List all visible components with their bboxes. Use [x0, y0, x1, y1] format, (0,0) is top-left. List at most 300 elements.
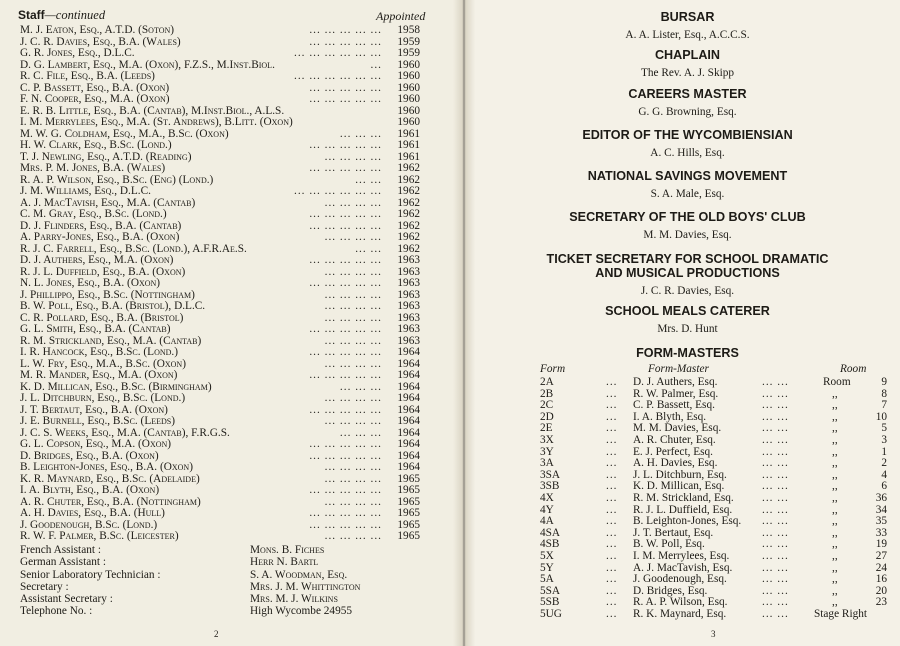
appointed-year: 1963 — [397, 300, 420, 312]
office-section — [475, 87, 900, 119]
form-row — [475, 574, 900, 586]
appointed-year: 1960 — [397, 81, 420, 94]
office-section — [475, 169, 900, 201]
assistant-name: High Wycombe 24955 — [250, 605, 353, 618]
room-number: 16 — [875, 573, 887, 586]
room-number: 33 — [875, 526, 887, 539]
leader-dots: ... ... — [762, 596, 789, 609]
staff-name: B. Leighton-Jones, Esq., B.A. (Oxon) — [20, 461, 193, 473]
leader-dots: ... ... — [762, 410, 789, 423]
room-number: 1 — [881, 445, 887, 458]
form-row — [475, 609, 900, 621]
leader-dots: ... — [370, 58, 382, 71]
appointed-year: 1965 — [397, 495, 420, 508]
office-section — [475, 304, 900, 336]
room-number: 34 — [875, 503, 887, 516]
appointed-year: 1964 — [397, 403, 420, 416]
form-code: 3SA — [540, 468, 561, 481]
leader-dots: ... ... ... ... — [324, 196, 382, 209]
assistant-name: S. A. Woodman, Esq. — [250, 568, 348, 581]
appointed-year: 1962 — [397, 219, 420, 232]
room-number: 4 — [881, 468, 887, 481]
appointed-year: 1964 — [397, 449, 420, 462]
assistant-role: French Assistant : — [20, 544, 101, 556]
staff-row — [20, 140, 420, 152]
leader-dots: ... — [606, 480, 618, 493]
room-label: ,, — [832, 526, 838, 539]
form-master-name: J. L. Ditchburn, Esq. — [633, 468, 727, 481]
leader-dots: ... ... ... ... ... — [309, 518, 382, 531]
staff-name: J. Phillippo, Esq., B.Sc. (Nottingham) — [20, 288, 195, 301]
assistant-row — [20, 544, 440, 556]
section-title: SCHOOL MEALS CATERER — [605, 304, 770, 318]
room-label: ,, — [832, 433, 838, 446]
leader-dots: ... ... — [762, 468, 789, 481]
leader-dots: ... ... ... ... ... ... — [294, 47, 382, 59]
leader-dots: ... — [606, 491, 618, 504]
section-holder: G. G. Browning, Esq. — [638, 106, 737, 118]
appointed-year: 1959 — [397, 47, 420, 59]
staff-name: G. L. Smith, Esq., B.A. (Cantab) — [20, 323, 171, 335]
leader-dots: ... ... ... ... ... — [309, 208, 382, 220]
staff-header-suffix: —continued — [44, 8, 106, 22]
room-number: 3 — [881, 433, 887, 446]
leader-dots: ... — [606, 433, 618, 446]
staff-name: I. A. Blyth, Esq., B.A. (Oxon) — [20, 484, 160, 496]
form-row — [475, 435, 900, 447]
leader-dots: ... ... ... ... ... — [309, 24, 382, 36]
form-code: 4A — [540, 515, 554, 528]
form-code: 2C — [540, 399, 554, 412]
form-master-name: R. A. P. Wilson, Esq. — [633, 596, 728, 609]
form-code: 2E — [540, 422, 553, 435]
form-masters-title: FORM-MASTERS — [636, 346, 739, 360]
leader-dots: ... ... ... ... — [324, 357, 382, 370]
staff-name: A. J. MacTavish, Esq., M.A. (Cantab) — [20, 196, 196, 209]
leader-dots: ... — [606, 549, 618, 562]
form-master-name: K. D. Millican, Esq. — [633, 480, 725, 493]
staff-name: I. R. Hancock, Esq., B.Sc. (Lond.) — [20, 346, 178, 358]
staff-row — [20, 462, 420, 474]
leader-dots: ... ... ... — [339, 127, 382, 140]
assistant-row — [20, 593, 440, 605]
leader-dots: ... ... ... ... — [324, 334, 382, 347]
leader-dots: ... ... — [762, 445, 789, 458]
staff-name: M. W. G. Coldham, Esq., M.A., B.Sc. (Oxon) — [20, 127, 229, 140]
form-code: 5X — [540, 549, 554, 562]
form-masters-section — [475, 346, 900, 360]
appointed-year: 1965 — [397, 472, 420, 485]
assistant-name: Mons. B. Fiches — [250, 544, 325, 556]
leader-dots: ... ... — [762, 433, 789, 446]
appointed-year: 1962 — [397, 196, 420, 209]
leader-dots: ... — [606, 387, 618, 400]
appointed-year: 1958 — [397, 24, 420, 36]
room-label: ,, — [832, 573, 838, 586]
staff-row — [20, 186, 420, 198]
page-number-left: 2 — [214, 629, 219, 639]
section-title: NATIONAL SAVINGS MOVEMENT — [587, 169, 788, 183]
leader-dots: ... ... — [762, 480, 789, 493]
form-master-name: J. T. Bertaut, Esq. — [633, 526, 714, 539]
room-label: ,, — [832, 445, 838, 458]
leader-dots: ... ... ... ... ... — [309, 139, 382, 151]
appointed-year: 1964 — [397, 346, 420, 358]
staff-row — [20, 209, 420, 221]
staff-row — [20, 416, 420, 428]
staff-row — [20, 255, 420, 267]
staff-row — [20, 48, 420, 60]
leader-dots: ... ... — [762, 387, 789, 400]
staff-name: Mrs. P. M. Jones, B.A. (Wales) — [20, 162, 166, 174]
appointed-year: 1963 — [397, 323, 420, 335]
assistant-row — [20, 605, 440, 617]
section-title: TICKET SECRETARY FOR SCHOOL DRAMATIC AND MUSICAL PRODUCTIONS — [546, 252, 829, 280]
form-code: 5UG — [540, 607, 562, 620]
form-master-name: D. Bridges, Esq. — [633, 584, 708, 597]
appointed-year: 1961 — [397, 139, 420, 151]
appointed-year: 1960 — [397, 116, 420, 128]
assistant-role: Secretary : — [20, 580, 69, 593]
appointed-year: 1965 — [397, 518, 420, 531]
room-number: 2 — [881, 457, 887, 470]
leader-dots: ... ... ... ... — [324, 461, 382, 473]
leader-dots: ... — [606, 561, 618, 574]
staff-name: A. H. Davies, Esq., B.A. (Hull) — [20, 507, 165, 519]
form-code: 5A — [540, 573, 554, 586]
office-section — [475, 48, 900, 80]
appointed-year: 1965 — [397, 507, 420, 519]
staff-name: C. R. Pollard, Esq., B.A. (Bristol) — [20, 311, 184, 324]
office-section — [475, 252, 900, 298]
col-room-header: Room — [840, 363, 867, 375]
leader-dots: ... — [606, 515, 618, 528]
room-label: ,, — [832, 480, 838, 493]
section-holder: S. A. Male, Esq. — [650, 188, 725, 200]
staff-row — [20, 439, 420, 451]
appointed-year: 1960 — [397, 93, 420, 105]
leader-dots: ... ... ... ... — [324, 288, 382, 301]
form-code: 2D — [540, 410, 554, 423]
office-section — [475, 10, 900, 42]
appointed-year: 1962 — [397, 162, 420, 174]
form-code: 4X — [540, 491, 554, 504]
leader-dots: ... ... ... ... ... — [309, 162, 382, 174]
staff-row — [20, 25, 420, 37]
form-masters-table — [475, 377, 900, 620]
leader-dots: ... ... ... ... ... ... — [294, 70, 382, 82]
staff-row — [20, 301, 420, 313]
room-label: ,, — [832, 549, 838, 562]
leader-dots: ... ... ... ... ... — [309, 323, 382, 335]
room-label: ,, — [832, 468, 838, 481]
appointed-year: 1961 — [397, 127, 420, 140]
staff-name: D. J. Authers, Esq., M.A. (Oxon) — [20, 254, 174, 266]
assistant-row — [20, 581, 440, 593]
assistant-name: Herr N. Bartl — [250, 556, 319, 569]
leader-dots: ... ... — [355, 242, 382, 255]
section-holder: M. M. Davies, Esq. — [643, 229, 732, 241]
leader-dots: ... ... ... ... — [324, 415, 382, 427]
form-row — [475, 551, 900, 563]
leader-dots: ... ... — [762, 584, 789, 597]
form-code: 5SB — [540, 596, 560, 609]
room-label: ,, — [832, 596, 838, 609]
room-number: 36 — [875, 491, 887, 504]
room-label: ,, — [832, 491, 838, 504]
form-code: 5SA — [540, 584, 561, 597]
staff-name: J. L. Ditchburn, Esq., B.Sc. (Lond.) — [20, 392, 186, 404]
appointed-year: 1960 — [397, 58, 420, 71]
appointed-year: 1964 — [397, 392, 420, 404]
room-label: ,, — [832, 538, 838, 551]
form-master-name: J. Goodenough, Esq. — [633, 573, 727, 586]
room-label: ,, — [832, 561, 838, 574]
form-master-name: D. J. Authers, Esq. — [633, 376, 718, 388]
appointed-year: 1964 — [397, 369, 420, 381]
appointed-year: 1963 — [397, 288, 420, 301]
staff-name: K. D. Millican, Esq., B.Sc. (Birmingham) — [20, 380, 212, 393]
staff-header — [18, 8, 105, 23]
appointed-year: 1963 — [397, 265, 420, 278]
appointed-year: 1959 — [397, 35, 420, 48]
assistant-name: Mrs. M. J. Wilkins — [250, 593, 338, 606]
leader-dots: ... — [606, 422, 618, 435]
staff-row — [20, 393, 420, 405]
leader-dots: ... ... ... ... ... — [309, 81, 382, 94]
staff-row — [20, 370, 420, 382]
staff-name: R. C. File, Esq., B.A. (Leeds) — [20, 70, 155, 82]
form-master-name: I. A. Blyth, Esq. — [633, 410, 707, 423]
staff-name: D. Bridges, Esq., B.A. (Oxon) — [20, 449, 159, 462]
room-number: 35 — [875, 515, 887, 528]
leader-dots: ... ... ... ... ... — [309, 507, 382, 519]
leader-dots: ... ... — [762, 573, 789, 586]
leader-dots: ... ... — [762, 515, 789, 528]
leader-dots: ... — [606, 445, 618, 458]
appointed-year: 1960 — [397, 104, 420, 117]
staff-name: F. N. Cooper, Esq., M.A. (Oxon) — [20, 93, 170, 105]
staff-name: D. G. Lambert, Esq., M.A. (Oxon), F.Z.S., M.Inst.Biol. — [20, 58, 275, 71]
staff-name: R. A. P. Wilson, Esq., B.Sc. (Eng) (Lond.) — [20, 173, 214, 186]
room-number: 24 — [875, 561, 887, 574]
form-master-name: E. J. Perfect, Esq. — [633, 445, 713, 458]
leader-dots: ... — [606, 468, 618, 481]
staff-row — [20, 278, 420, 290]
room-label: ,, — [832, 422, 838, 435]
leader-dots: ... ... ... ... ... — [309, 403, 382, 416]
staff-row — [20, 117, 420, 129]
form-master-name: R. J. L. Duffield, Esq. — [633, 503, 733, 516]
staff-row — [20, 485, 420, 497]
room-number: 19 — [875, 538, 887, 551]
col-form-header: Form — [540, 363, 566, 375]
form-code: 2A — [540, 376, 554, 388]
assistant-row — [20, 569, 440, 581]
staff-row — [20, 94, 420, 106]
room-number: 27 — [875, 549, 887, 562]
staff-name: C. P. Bassett, Esq., B.A. (Oxon) — [20, 81, 170, 94]
leader-dots: ... ... ... ... — [324, 495, 382, 508]
appointed-year: 1961 — [397, 150, 420, 163]
staff-name: J. T. Bertaut, Esq., B.A. (Oxon) — [20, 403, 168, 416]
leader-dots: ... — [606, 596, 618, 609]
assistant-name: Mrs. J. M. Whittington — [250, 580, 361, 593]
appointed-year: 1964 — [397, 438, 420, 450]
staff-row — [20, 71, 420, 83]
form-row — [475, 377, 900, 389]
form-master-name: I. M. Merrylees, Esq. — [633, 549, 730, 562]
leader-dots: ... — [606, 457, 618, 470]
staff-name: G. R. Jones, Esq., D.L.C. — [20, 47, 135, 59]
form-master-name: B. W. Poll, Esq. — [633, 538, 705, 551]
staff-name: J. Goodenough, B.Sc. (Lond.) — [20, 518, 158, 531]
section-title: EDITOR OF THE WYCOMBIENSIAN — [582, 128, 793, 142]
staff-row — [20, 324, 420, 336]
section-holder: A. A. Lister, Esq., A.C.C.S. — [625, 29, 750, 41]
leader-dots: ... ... ... ... ... — [309, 346, 382, 358]
form-code: 3A — [540, 457, 554, 470]
leader-dots: ... — [606, 526, 618, 539]
form-code: 5Y — [540, 561, 554, 574]
section-holder: A. C. Hills, Esq. — [650, 147, 725, 159]
room-label: Room — [823, 376, 851, 388]
leader-dots: ... ... ... ... — [324, 472, 382, 485]
staff-name: R. J. C. Farrell, Esq., B.Sc. (Lond.), A.F.R.Ae.S. — [20, 242, 247, 255]
form-row — [475, 493, 900, 505]
staff-name: L. W. Fry, Esq., M.A., B.Sc. (Oxon) — [20, 357, 186, 370]
form-code: 3SB — [540, 480, 560, 493]
form-code: 2B — [540, 387, 554, 400]
leader-dots: ... — [606, 584, 618, 597]
staff-name: T. J. Newling, Esq., A.T.D. (Reading) — [20, 150, 192, 163]
leader-dots: ... ... ... ... ... — [309, 369, 382, 381]
form-master-name: C. P. Bassett, Esq. — [633, 399, 715, 412]
leader-dots: ... ... ... ... — [324, 530, 382, 542]
leader-dots: ... ... ... ... — [324, 392, 382, 404]
room-number: 9 — [881, 376, 887, 388]
staff-row — [20, 508, 420, 520]
staff-row — [20, 232, 420, 244]
assistant-role: Senior Laboratory Technician : — [20, 568, 161, 581]
leader-dots: ... ... — [762, 422, 789, 435]
staff-name: J. C. S. Weeks, Esq., M.A. (Cantab), F.R.G.S. — [20, 426, 230, 439]
section-holder: The Rev. A. J. Skipp — [640, 67, 735, 79]
leader-dots: ... ... ... ... — [324, 231, 382, 243]
leader-dots: ... ... ... ... ... — [309, 484, 382, 496]
room-label: ,, — [832, 584, 838, 597]
staff-name: M. R. Mander, Esq., M.A. (Oxon) — [20, 369, 178, 381]
book-gutter — [453, 0, 475, 646]
room-number: 10 — [875, 410, 887, 423]
staff-name: M. J. Eaton, Esq., A.T.D. (Soton) — [20, 24, 175, 36]
leader-dots: ... ... ... ... ... — [309, 93, 382, 105]
leader-dots: ... — [606, 399, 618, 412]
form-code: 4Y — [540, 503, 554, 516]
room-label: ,, — [832, 410, 838, 423]
assistant-row — [20, 556, 440, 568]
staff-name: J. E. Burnell, Esq., B.Sc. (Leeds) — [20, 415, 175, 427]
staff-name: E. R. B. Little, Esq., B.A. (Cantab), M.Inst.Biol., A.L.S. — [20, 104, 285, 117]
assistant-list — [20, 544, 440, 618]
appointed-year: 1962 — [397, 173, 420, 186]
leader-dots: ... ... — [762, 549, 789, 562]
leader-dots: ... — [606, 573, 618, 586]
leader-dots: ... — [606, 607, 618, 620]
staff-list — [20, 25, 420, 543]
staff-name: I. M. Merrylees, Esq., M.A. (St. Andrews), B.Litt. (Oxon) — [20, 116, 293, 128]
assistant-role: Telephone No. : — [20, 605, 93, 618]
form-master-name: B. Leighton-Jones, Esq. — [633, 515, 742, 528]
leader-dots: ... ... — [355, 173, 382, 186]
room-label: ,, — [832, 387, 838, 400]
staff-name: J. C. R. Davies, Esq., B.A. (Wales) — [20, 35, 181, 48]
form-master-name: A. R. Chuter, Esq. — [633, 433, 716, 446]
appointed-year: 1962 — [397, 185, 420, 197]
form-code: 3Y — [540, 445, 554, 458]
section-title: SECRETARY OF THE OLD BOYS' CLUB — [569, 210, 806, 224]
office-section — [475, 210, 900, 242]
form-master-name: M. M. Davies, Esq. — [633, 422, 722, 435]
staff-name: A. R. Chuter, Esq., B.A. (Nottingham) — [20, 495, 201, 508]
appointed-year: 1963 — [397, 334, 420, 347]
appointed-header: Appointed — [376, 9, 426, 23]
room-number: 23 — [875, 596, 887, 609]
office-section — [475, 128, 900, 160]
leader-dots: ... ... ... ... — [324, 300, 382, 312]
room-number: 8 — [881, 387, 887, 400]
staff-row — [20, 531, 420, 543]
form-code: 4SA — [540, 526, 561, 539]
appointed-year: 1960 — [397, 70, 420, 82]
staff-row — [20, 347, 420, 359]
appointed-year: 1964 — [397, 415, 420, 427]
section-title: CHAPLAIN — [654, 48, 721, 62]
staff-header-label: Staff — [18, 8, 45, 22]
leader-dots: ... ... — [762, 561, 789, 574]
form-code: 3X — [540, 433, 554, 446]
appointed-year: 1964 — [397, 426, 420, 439]
appointed-year: 1965 — [397, 484, 420, 496]
leader-dots: ... ... ... — [339, 380, 382, 393]
leader-dots: ... ... ... ... ... — [309, 254, 382, 266]
leader-dots: ... ... ... ... ... — [309, 277, 382, 289]
room-label: ,, — [832, 457, 838, 470]
section-title: BURSAR — [660, 10, 715, 24]
appointed-year: 1962 — [397, 208, 420, 220]
appointed-year: 1964 — [397, 461, 420, 473]
room-label: Stage Right — [814, 607, 868, 620]
appointed-year: 1964 — [397, 380, 420, 393]
right-page — [475, 0, 900, 646]
room-label: ,, — [832, 515, 838, 528]
appointed-year: 1962 — [397, 231, 420, 243]
leader-dots: ... — [606, 503, 618, 516]
form-master-name: R. W. Palmer, Esq. — [633, 387, 719, 400]
leader-dots: ... ... — [762, 503, 789, 516]
form-master-name: A. H. Davies, Esq. — [633, 457, 718, 470]
leader-dots: ... ... ... ... — [324, 150, 382, 163]
staff-name: N. L. Jones, Esq., B.A. (Oxon) — [20, 277, 161, 289]
appointed-year: 1963 — [397, 311, 420, 324]
leader-dots: ... ... ... ... ... ... — [294, 185, 382, 197]
leader-dots: ... ... ... ... ... — [309, 219, 382, 232]
room-label: ,, — [832, 503, 838, 516]
staff-name: B. W. Poll, Esq., B.A. (Bristol), D.L.C. — [20, 300, 206, 312]
appointed-year: 1962 — [397, 242, 420, 255]
form-row — [475, 516, 900, 528]
staff-name: H. W. Clark, Esq., B.Sc. (Lond.) — [20, 139, 172, 151]
